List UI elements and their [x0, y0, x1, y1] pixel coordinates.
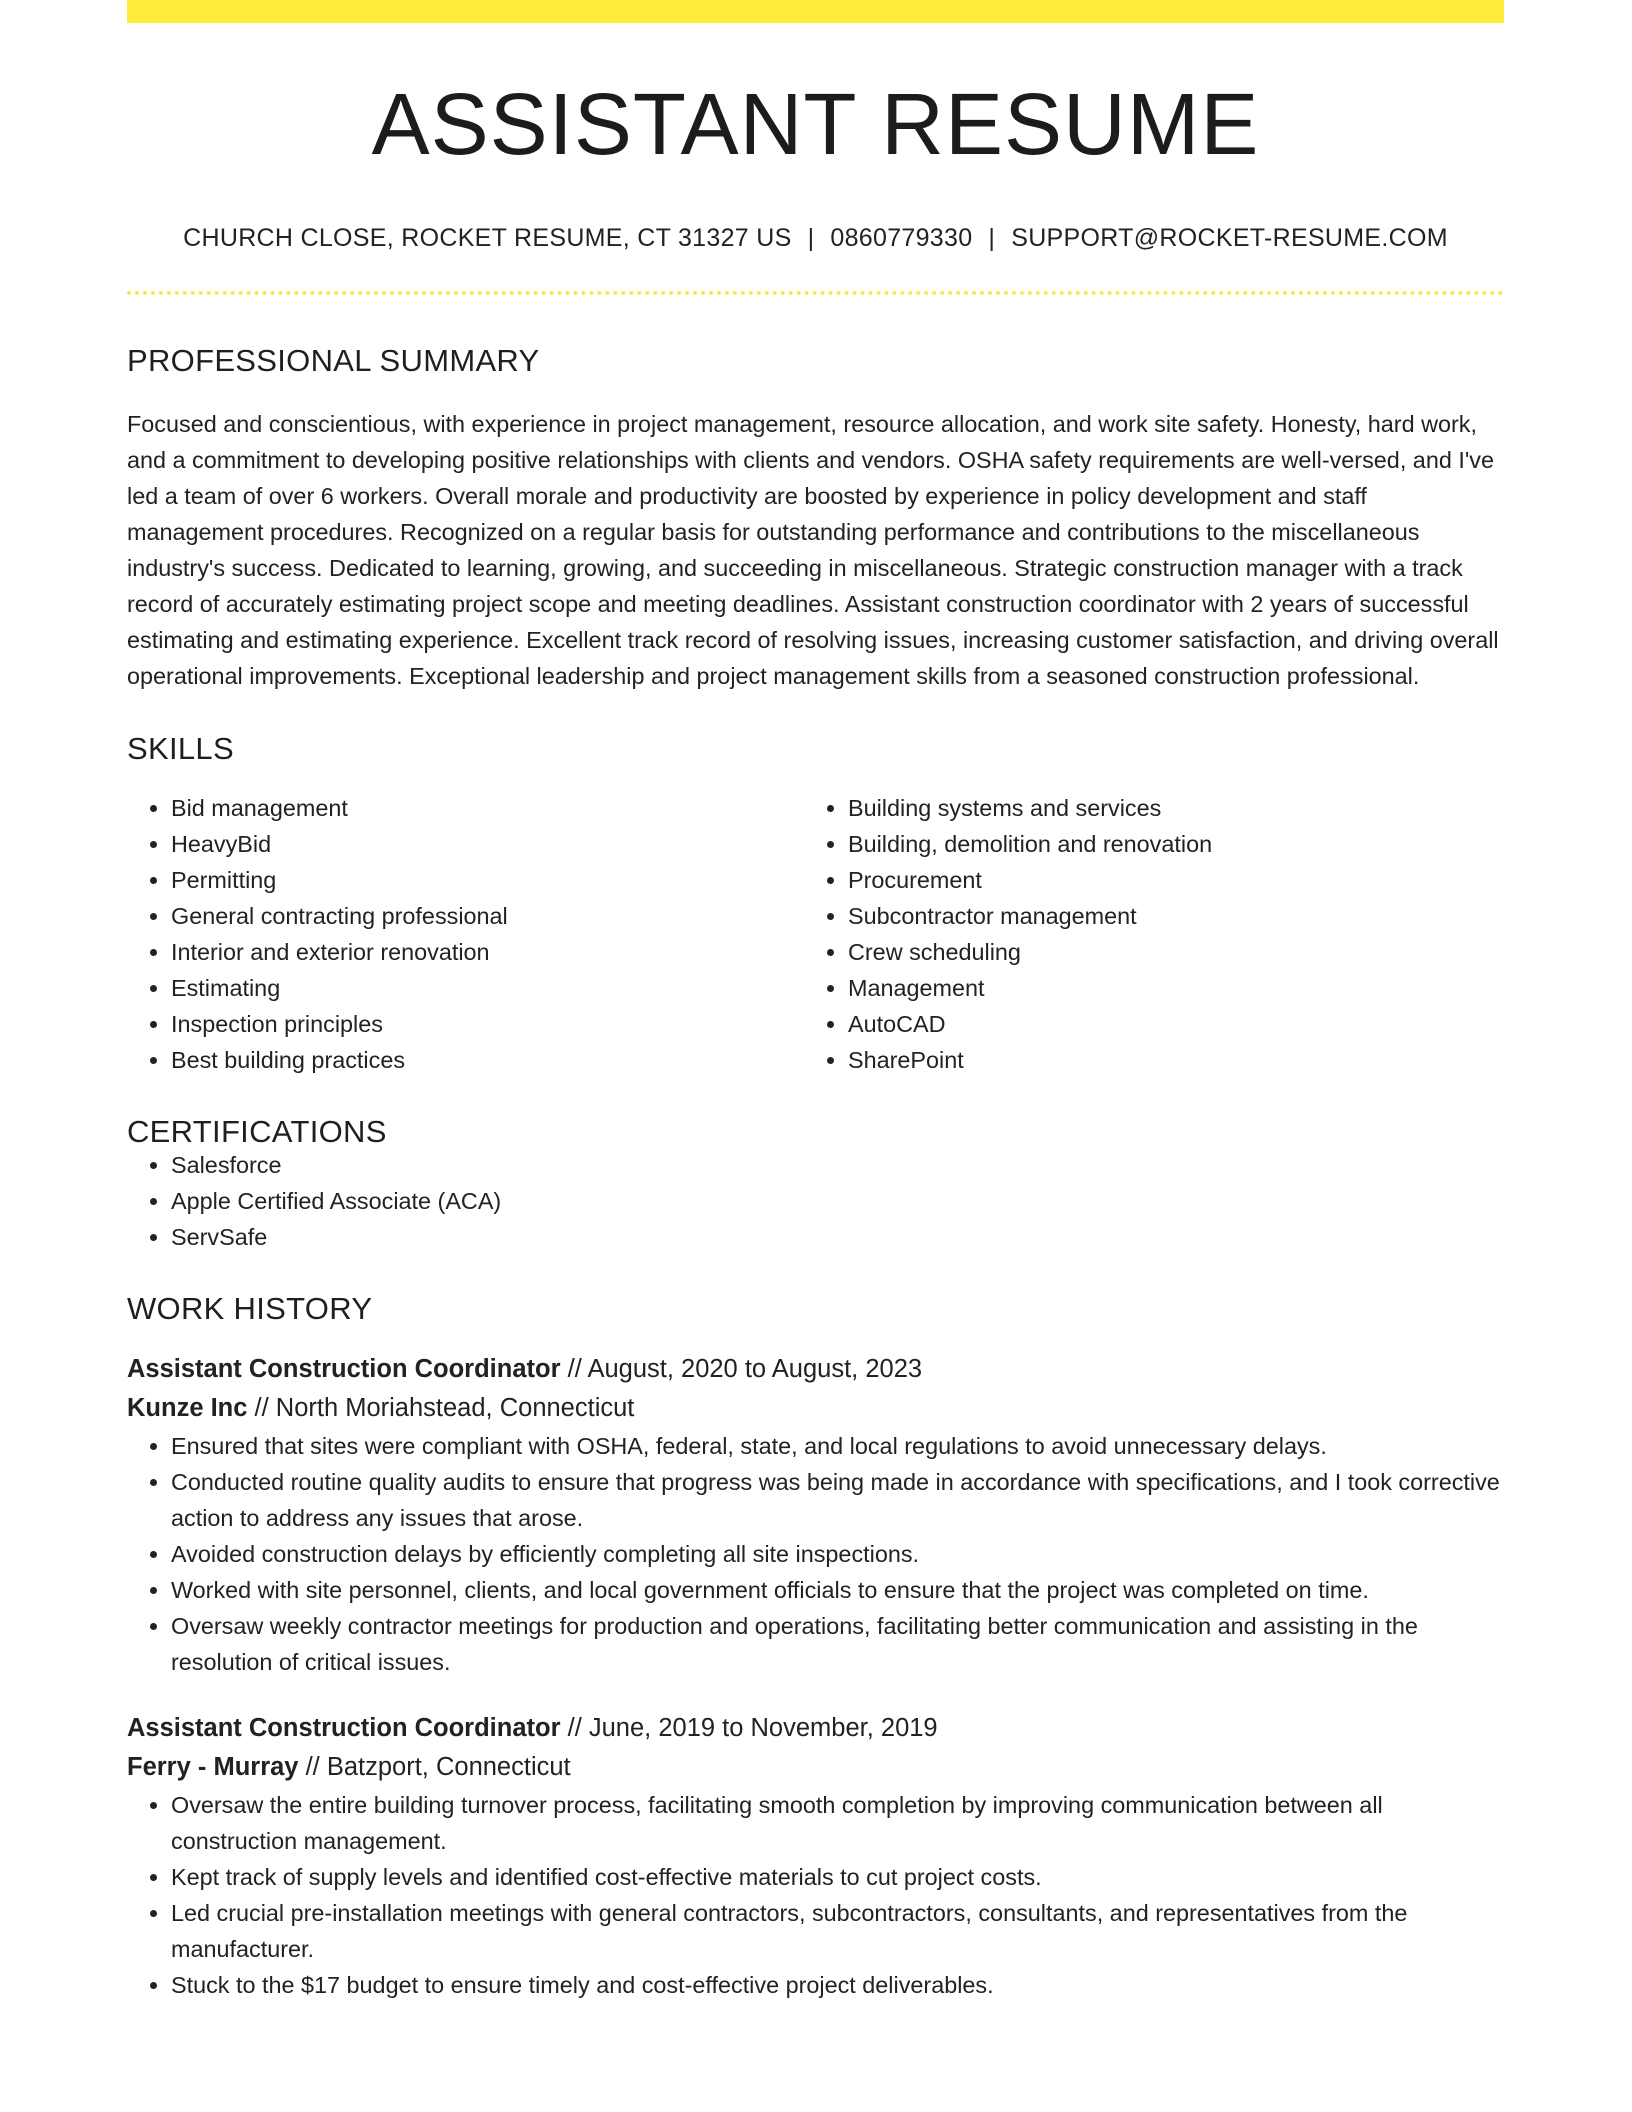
phone: 0860779330 [830, 224, 973, 252]
certification-item: • Salesforce [171, 1147, 1504, 1183]
skills-list-right [804, 790, 1481, 1078]
job-company-line [127, 1748, 1504, 1787]
job-dates: // June, 2019 to November, 2019 [567, 1714, 938, 1742]
skill-item: • Management [848, 970, 1481, 1006]
skill-item: • Building systems and services [848, 790, 1481, 826]
skill-item: • Bid management [171, 790, 804, 826]
certifications-heading: CERTIFICATIONS [127, 1114, 387, 1149]
job-bullet: • Oversaw the entire building turnover process, facilitating smooth completion by improving communication between all construction management. [171, 1787, 1504, 1859]
skill-item: • General contracting professional [171, 898, 804, 934]
contact-separator: | [988, 224, 996, 252]
page-title: ASSISTANT RESUME [371, 76, 1260, 173]
skill-item: • Interior and exterior renovation [171, 934, 804, 970]
skills-heading: SKILLS [127, 731, 234, 766]
skill-item: • Best building practices [171, 1042, 804, 1078]
job-company: Kunze Inc [127, 1394, 248, 1422]
job-title: Assistant Construction Coordinator [127, 1355, 561, 1383]
skill-item: • Subcontractor management [848, 898, 1481, 934]
job-bullet: • Stuck to the $17 budget to ensure timely and cost-effective project deliverables. [171, 1967, 1504, 2003]
skill-item: • HeavyBid [171, 826, 804, 862]
skill-item: • Estimating [171, 970, 804, 1006]
skills-list-left [127, 790, 804, 1078]
skills-column-right [804, 790, 1481, 1078]
job-dates: // August, 2020 to August, 2023 [567, 1355, 923, 1383]
job-company-line [127, 1389, 1504, 1428]
certifications-list [127, 1147, 1504, 1255]
job-entry [127, 1350, 1504, 1680]
job-bullet: • Kept track of supply levels and identified cost-effective materials to cut project costs. [171, 1859, 1504, 1895]
skill-item: • Inspection principles [171, 1006, 804, 1042]
job-bullet: • Avoided construction delays by efficiently completing all site inspections. [171, 1536, 1504, 1572]
address: CHURCH CLOSE, ROCKET RESUME, CT 31327 US [183, 224, 792, 252]
skill-item: • Permitting [171, 862, 804, 898]
resume-page [127, 0, 1504, 2003]
skill-item: • Crew scheduling [848, 934, 1481, 970]
job-bullet: • Worked with site personnel, clients, and local government officials to ensure that the project was completed on time. [171, 1572, 1504, 1608]
skills-column-left [127, 790, 804, 1078]
accent-bar [127, 0, 1504, 23]
job-title-line [127, 1350, 1504, 1389]
summary-text: Focused and conscientious, with experience in project management, resource allocation, and work site safety. Honesty, hard work, and a commitment to developing positive relationships with clients and vendors. OSHA safety requirements are well-versed, and I've led a team of over 6 workers. Overall morale and productivity are boosted by experience in policy development and staff management procedures. Recognized on a regular basis for outstanding performance and contributions to the miscellaneous industry's success. Dedicated to learning, growing, and succeeding in miscellaneous. Strategic construction manager with a track record of accurately estimating project scope and meeting deadlines. Assistant construction coordinator with 2 years of successful estimating and estimating experience. Excellent track record of resolving issues, increasing customer satisfaction, and driving overall operational improvements. Exceptional leadership and project management skills from a seasoned construction professional. [127, 411, 1499, 689]
work-history-heading: WORK HISTORY [127, 1291, 373, 1326]
job-location: // North Moriahstead, Connecticut [254, 1394, 635, 1422]
contact-separator: | [807, 224, 815, 252]
skill-item: • SharePoint [848, 1042, 1481, 1078]
skill-item: • Procurement [848, 862, 1481, 898]
summary-heading: PROFESSIONAL SUMMARY [127, 343, 540, 378]
skill-item: • Building, demolition and renovation [848, 826, 1481, 862]
email: SUPPORT@ROCKET-RESUME.COM [1011, 224, 1448, 252]
dotted-divider [127, 291, 1504, 295]
certification-item: • Apple Certified Associate (ACA) [171, 1183, 1504, 1219]
contact-line [127, 226, 1504, 251]
certification-item: • ServSafe [171, 1219, 1504, 1255]
job-bullet: • Ensured that sites were compliant with OSHA, federal, state, and local regulations to avoid unnecessary delays. [171, 1428, 1504, 1464]
job-bullets [127, 1787, 1504, 2003]
job-company: Ferry - Murray [127, 1753, 299, 1781]
job-title-line [127, 1709, 1504, 1748]
job-location: // Batzport, Connecticut [305, 1753, 571, 1781]
skill-item: • AutoCAD [848, 1006, 1481, 1042]
job-bullet: • Oversaw weekly contractor meetings for production and operations, facilitating better communication and assisting in the resolution of critical issues. [171, 1608, 1504, 1680]
job-entry [127, 1709, 1504, 2003]
skills-grid [127, 790, 1504, 1078]
job-title: Assistant Construction Coordinator [127, 1714, 561, 1742]
job-bullet: • Conducted routine quality audits to ensure that progress was being made in accordance with specifications, and I took corrective action to address any issues that arose. [171, 1464, 1504, 1536]
job-bullets [127, 1428, 1504, 1680]
job-bullet: • Led crucial pre-installation meetings with general contractors, subcontractors, consultants, and representatives from the manufacturer. [171, 1895, 1504, 1967]
